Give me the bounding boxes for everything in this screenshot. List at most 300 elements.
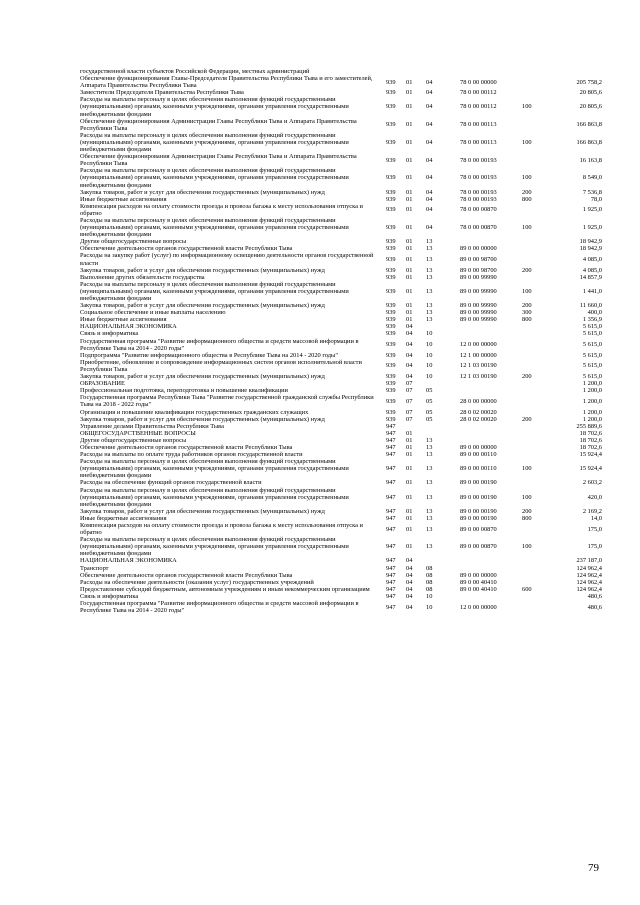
row-description: Транспорт [80, 564, 109, 572]
row-sum: 5 615,0 [582, 341, 602, 349]
row-sum: 1 200,0 [582, 415, 602, 423]
row-sum: 8 549,0 [582, 174, 602, 182]
row-sum: 2 169,2 [582, 507, 602, 515]
row-vr [522, 245, 552, 252]
row-description: Заместители Председателя Правительства Республики Тыва [80, 89, 244, 97]
row-pr: 04 [426, 188, 433, 196]
row-sum: 2 603,2 [582, 479, 602, 487]
table-row [80, 565, 602, 572]
row-csr: 89 0 00 00190 [460, 514, 497, 522]
row-rz: 04 [406, 592, 413, 600]
row-csr: 89 0 00 40410 [460, 578, 497, 586]
row-gr: 939 [386, 309, 396, 317]
row-pr: 13 [426, 507, 433, 515]
row-gr: 939 [386, 121, 396, 129]
row-gr: 947 [386, 451, 396, 459]
row-pr: 13 [426, 245, 433, 253]
table-row [80, 189, 602, 196]
row-sum: 480,6 [587, 603, 602, 611]
row-sum [552, 68, 602, 75]
row-vr: 200 [522, 302, 532, 310]
row-pr: 13 [426, 525, 433, 533]
row-description: Выполнение других обязательств государства [80, 273, 205, 281]
table-row [80, 302, 602, 309]
row-gr: 947 [386, 493, 396, 501]
row-vr [522, 572, 552, 579]
row-csr: 89 0 00 99990 [460, 316, 497, 324]
row-vr [522, 118, 552, 132]
row-rz: 01 [406, 429, 413, 437]
row-gr: 947 [386, 429, 396, 437]
row-vr [522, 338, 552, 352]
row-sum: 15 924,4 [579, 451, 602, 459]
table-row [80, 409, 602, 416]
row-rz: 04 [406, 323, 413, 331]
table-row [80, 508, 602, 515]
row-sum: 18 702,6 [579, 429, 602, 437]
row-csr: 78 0 00 00193 [460, 188, 497, 196]
row-pr: 10 [426, 341, 433, 349]
row-description: ОБРАЗОВАНИЕ [80, 380, 125, 388]
row-rz: 04 [406, 585, 413, 593]
row-pr: 13 [426, 465, 433, 473]
row-rz: 01 [406, 287, 413, 295]
row-gr: 939 [386, 255, 396, 263]
row-description: Подпрограмма "Развитие информационного общества в Республике Тыва на 2014 - 2020 годы" [80, 351, 338, 359]
row-pr: 13 [426, 302, 433, 310]
row-csr [460, 565, 522, 572]
row-sum: 1 200,0 [582, 397, 602, 405]
row-rz: 07 [406, 397, 413, 405]
row-description: Расходы на обеспечение деятельности (оказания услуг) государственных учреждений [80, 578, 314, 586]
row-description: Обеспечение функционирования Администрации Главы Республики Тыва и Аппарата Правительства Республики Тыва [80, 153, 357, 168]
row-csr: 12 0 00 00000 [460, 603, 497, 611]
row-csr: 78 0 00 00000 [460, 78, 497, 86]
row-csr: 78 0 00 00870 [460, 224, 497, 232]
row-description: НАЦИОНАЛЬНАЯ ЭКОНОМИКА [80, 323, 177, 331]
table-row [80, 451, 602, 458]
row-vr [522, 323, 552, 330]
row-vr [522, 557, 552, 564]
row-vr [522, 252, 552, 266]
row-vr: 100 [522, 465, 532, 473]
row-gr: 947 [386, 525, 396, 533]
row-sum: 1 925,0 [582, 224, 602, 232]
row-sum: 124 962,4 [576, 578, 602, 586]
row-gr: 939 [386, 330, 396, 338]
row-rz: 04 [406, 373, 413, 381]
row-rz: 07 [406, 380, 413, 388]
row-gr: 947 [386, 564, 396, 572]
row-rz [406, 68, 426, 75]
row-gr: 947 [386, 571, 396, 579]
row-sum: 11 660,0 [579, 302, 602, 310]
table-row [80, 330, 602, 337]
row-rz: 01 [406, 525, 413, 533]
row-description: Закупка товаров, работ и услуг для обеспечения государственных (муниципальных) нужд [80, 415, 325, 423]
row-sum: 15 924,4 [579, 465, 602, 473]
row-vr: 200 [522, 188, 532, 196]
row-rz: 04 [406, 557, 413, 565]
table-row [80, 245, 602, 252]
row-description: Связь и информатика [80, 592, 139, 600]
row-sum: 175,0 [587, 543, 602, 551]
row-description: Обеспечение функционирования Администрации Главы Республики Тыва и Аппарата Правительства Республики Тыва [80, 117, 357, 132]
row-pr: 13 [426, 266, 433, 274]
row-description: Расходы на выплаты по оплате труда работников органов государственной власти [80, 451, 303, 459]
row-pr: 13 [426, 436, 433, 444]
row-description: Обеспечение деятельности органов государственной власти Республики Тыва [80, 571, 293, 579]
row-rz: 01 [406, 188, 413, 196]
row-pr: 13 [426, 287, 433, 295]
row-csr [460, 330, 522, 337]
table-row [80, 430, 602, 437]
row-rz: 01 [406, 316, 413, 324]
row-rz: 04 [406, 578, 413, 586]
row-csr: 78 0 00 00193 [460, 156, 497, 164]
row-vr [522, 238, 552, 245]
table-row [80, 522, 602, 536]
table-row [80, 267, 602, 274]
row-description: Расходы на выплаты персоналу в целях обеспечения выполнения функций государственными (муниципальными) органами, казенными учреждениями, органами управления государственными внебюджетными фондами [80, 167, 349, 189]
table-row [80, 593, 602, 600]
row-gr [386, 68, 406, 75]
row-csr [460, 593, 522, 600]
row-sum: 18 702,6 [579, 436, 602, 444]
row-gr: 939 [386, 266, 396, 274]
table-row [80, 416, 602, 423]
row-gr: 947 [386, 603, 396, 611]
row-description: Приобретение, обновление и сопровождение информационных систем органов исполнительной власти Республики Тыва [80, 358, 362, 373]
row-gr: 939 [386, 174, 396, 182]
row-description: государственной власти субъектов Российской Федерации, местных администраций [80, 68, 310, 75]
table-row [80, 68, 602, 75]
row-description: Компенсация расходов на оплату стоимости проезда и провоза багажа к месту использования отпуска и обратно [80, 522, 363, 537]
row-pr: 04 [426, 156, 433, 164]
row-gr: 939 [386, 89, 396, 97]
row-sum: 1 200,0 [582, 380, 602, 388]
row-csr: 12 1 03 00190 [460, 362, 497, 370]
row-gr: 947 [386, 436, 396, 444]
row-gr: 939 [386, 323, 396, 331]
row-pr: 13 [426, 543, 433, 551]
row-description: Иные бюджетные ассигнования [80, 195, 167, 203]
row-gr: 939 [386, 316, 396, 324]
table-row [80, 96, 602, 117]
row-csr: 78 0 00 00193 [460, 174, 497, 182]
row-description: Обеспечение деятельности органов государственной власти Республики Тыва [80, 443, 293, 451]
row-vr [522, 359, 552, 373]
row-description: НАЦИОНАЛЬНАЯ ЭКОНОМИКА [80, 557, 177, 565]
row-vr [522, 430, 552, 437]
row-vr [522, 203, 552, 217]
row-pr: 13 [426, 255, 433, 263]
row-vr [522, 330, 552, 337]
row-sum: 7 536,8 [582, 188, 602, 196]
row-gr: 939 [386, 341, 396, 349]
row-vr: 600 [522, 585, 532, 593]
budget-table [80, 68, 602, 614]
row-pr: 08 [426, 585, 433, 593]
row-description: Управление делами Правительства Республики Тыва [80, 422, 224, 430]
row-pr: 10 [426, 592, 433, 600]
row-csr: 28 0 02 00020 [460, 408, 497, 416]
row-csr [460, 387, 522, 394]
row-gr: 939 [386, 156, 396, 164]
table-row [80, 579, 602, 586]
row-vr: 100 [522, 224, 532, 232]
row-vr [522, 380, 552, 387]
row-sum: 14 857,9 [579, 273, 602, 281]
table-row [80, 394, 602, 408]
row-csr [460, 323, 522, 330]
table-row [80, 380, 602, 387]
row-rz: 01 [406, 103, 413, 111]
row-rz: 01 [406, 238, 413, 246]
row-sum: 1 441,0 [582, 287, 602, 295]
row-vr: 100 [522, 103, 532, 111]
row-vr [522, 274, 552, 281]
row-csr [460, 238, 522, 245]
row-gr: 947 [386, 479, 396, 487]
row-gr: 939 [386, 408, 396, 416]
row-rz: 01 [406, 493, 413, 501]
row-vr: 800 [522, 514, 532, 522]
row-vr [522, 75, 552, 89]
row-gr: 947 [386, 578, 396, 586]
row-description: ОБЩЕГОСУДАРСТВЕННЫЕ ВОПРОСЫ [80, 429, 196, 437]
row-sum: 18 702,6 [579, 443, 602, 451]
row-rz: 04 [406, 330, 413, 338]
table-row [80, 387, 602, 394]
row-gr: 939 [386, 287, 396, 295]
row-vr [522, 68, 552, 75]
row-sum: 1 200,0 [582, 408, 602, 416]
table-row [80, 89, 602, 96]
row-rz: 01 [406, 174, 413, 182]
row-gr: 939 [386, 397, 396, 405]
row-rz: 01 [406, 266, 413, 274]
table-row [80, 167, 602, 188]
table-row [80, 316, 602, 323]
row-rz: 01 [406, 543, 413, 551]
table-row [80, 444, 602, 451]
row-vr [522, 352, 552, 359]
row-gr: 947 [386, 443, 396, 451]
row-rz: 01 [406, 309, 413, 317]
row-csr: 89 0 00 00190 [460, 493, 497, 501]
row-csr: 78 0 00 00113 [460, 121, 497, 129]
row-description: Закупка товаров, работ и услуг для обеспечения государственных (муниципальных) нужд [80, 507, 325, 515]
row-vr [522, 579, 552, 586]
row-description: Иные бюджетные ассигнования [80, 316, 167, 324]
table-row [80, 373, 602, 380]
row-sum: 5 615,0 [582, 351, 602, 359]
row-gr: 947 [386, 422, 396, 430]
table-row [80, 338, 602, 352]
row-csr: 89 0 00 00000 [460, 571, 497, 579]
row-vr: 100 [522, 543, 532, 551]
table-row [80, 479, 602, 486]
row-rz: 01 [406, 302, 413, 310]
row-vr: 100 [522, 138, 532, 146]
row-sum: 14,0 [590, 514, 602, 522]
row-pr: 05 [426, 397, 433, 405]
row-gr: 939 [386, 373, 396, 381]
row-vr [522, 89, 552, 96]
row-description: Другие общегосударственные вопросы [80, 238, 187, 246]
row-rz: 01 [406, 206, 413, 214]
row-vr [522, 479, 552, 486]
row-gr: 939 [386, 362, 396, 370]
row-description: Расходы на выплаты персоналу в целях обеспечения выполнения функций государственными (муниципальными) органами, казенными учреждениями, органами управления государственными внебюджетными фондами [80, 536, 349, 558]
row-pr: 04 [426, 195, 433, 203]
row-rz: 04 [406, 603, 413, 611]
row-pr: 04 [426, 174, 433, 182]
row-rz: 01 [406, 273, 413, 281]
row-description: Государственная программа "Развитие информационного общества и средств массовой информации в Республике Тыва на 2014 - 2020 годы" [80, 600, 359, 615]
table-row [80, 536, 602, 557]
row-pr: 13 [426, 514, 433, 522]
row-vr [522, 423, 552, 430]
row-pr: 05 [426, 415, 433, 423]
row-description: Расходы на выплаты персоналу в целях обеспечения выполнения функций государственными (муниципальными) органами, казенными учреждениями, органами управления государственными внебюджетными фондами [80, 131, 349, 154]
row-csr: 89 0 00 00110 [460, 451, 497, 459]
row-pr: 04 [426, 103, 433, 111]
row-rz: 01 [406, 514, 413, 522]
row-rz: 01 [406, 465, 413, 473]
row-pr: 10 [426, 330, 433, 338]
row-csr [460, 380, 522, 387]
row-sum: 5 615,0 [582, 323, 602, 331]
table-row [80, 323, 602, 330]
row-description: Закупка товаров, работ и услуг для обеспечения государственных (муниципальных) нужд [80, 188, 325, 196]
row-rz: 01 [406, 507, 413, 515]
row-pr: 08 [426, 571, 433, 579]
row-description: Государственная программа Республики Тыва "Развитие государственной гражданской службы Республики Тыва на 2018 - 2022 годы" [80, 394, 374, 409]
row-vr: 100 [522, 493, 532, 501]
row-gr: 939 [386, 302, 396, 310]
row-description: Другие общегосударственные вопросы [80, 436, 187, 444]
row-gr: 947 [386, 543, 396, 551]
table-row [80, 75, 602, 89]
row-description: Расходы на выплаты персоналу в целях обеспечения выполнения функций государственными (муниципальными) органами, казенными учреждениями, органами управления государственными внебюджетными фондами [80, 458, 349, 480]
row-gr: 947 [386, 465, 396, 473]
row-gr: 939 [386, 380, 396, 388]
row-description: Расходы на выплаты персоналу в целях обеспечения выполнения функций государственными (муниципальными) органами, казенными учреждениями, органами управления государственными внебюджетными фондами [80, 96, 349, 118]
row-pr: 13 [426, 316, 433, 324]
row-sum: 1 356,9 [582, 316, 602, 324]
row-description: Расходы на выплаты персоналу в целях обеспечения выполнения функций государственными (муниципальными) органами, казенными учреждениями, органами управления государственными внебюджетными фондами [80, 280, 349, 302]
table-row [80, 557, 602, 564]
row-sum: 5 615,0 [582, 362, 602, 370]
row-pr: 13 [426, 443, 433, 451]
row-gr: 939 [386, 415, 396, 423]
row-rz: 04 [406, 564, 413, 572]
row-rz: 01 [406, 121, 413, 129]
row-sum: 124 962,4 [576, 564, 602, 572]
row-vr: 100 [522, 174, 532, 182]
row-sum: 124 962,4 [576, 585, 602, 593]
row-description: Компенсация расходов на оплату стоимости проезда и провоза багажа к месту использования отпуска и обратно [80, 202, 363, 217]
row-description: Организация и повышение квалификации государственных гражданских служащих [80, 408, 309, 416]
row-sum: 420,0 [587, 493, 602, 501]
row-vr [522, 522, 552, 536]
row-vr [522, 437, 552, 444]
row-description: Иные бюджетные ассигнования [80, 514, 167, 522]
table-row [80, 153, 602, 167]
row-csr: 78 0 00 00870 [460, 206, 497, 214]
row-sum: 20 805,6 [579, 89, 602, 97]
row-gr: 947 [386, 592, 396, 600]
row-csr [460, 437, 522, 444]
row-sum: 205 758,2 [576, 78, 602, 86]
row-description: Расходы на обеспечение функций органов государственной власти [80, 479, 262, 487]
row-csr: 89 0 00 00870 [460, 543, 497, 551]
row-sum: 18 942,9 [579, 245, 602, 253]
budget-table-body [80, 68, 602, 614]
row-rz: 01 [406, 255, 413, 263]
row-pr [426, 423, 460, 430]
row-description: Закупка товаров, работ и услуг для обеспечения государственных (муниципальных) нужд [80, 373, 325, 381]
table-row [80, 458, 602, 479]
table-row [80, 572, 602, 579]
row-gr: 939 [386, 238, 396, 246]
row-pr: 04 [426, 138, 433, 146]
table-row [80, 274, 602, 281]
row-pr: 08 [426, 564, 433, 572]
row-rz: 01 [406, 78, 413, 86]
row-description: Государственная программа "Развитие информационного общества и средств массовой информации в Республике Тыва на 2014 - 2020 годы" [80, 337, 359, 352]
row-sum: 400,0 [587, 309, 602, 317]
row-pr: 04 [426, 206, 433, 214]
row-pr: 10 [426, 373, 433, 381]
row-pr: 13 [426, 451, 433, 459]
row-csr: 78 0 00 00113 [460, 138, 497, 146]
row-gr: 939 [386, 78, 396, 86]
row-csr: 78 0 00 00112 [460, 89, 497, 97]
row-pr: 05 [426, 387, 433, 395]
row-description: Обеспечение функционирования Главы-Председателя Правительства Республики Тыва и его заместителей, Аппарата Правительства Республики Тыва [80, 75, 373, 90]
row-gr: 947 [386, 507, 396, 515]
budget-table-page [80, 68, 602, 614]
row-sum: 237 187,0 [576, 557, 602, 565]
row-pr: 13 [426, 479, 433, 487]
row-csr [460, 557, 522, 564]
row-sum: 166 863,8 [576, 121, 602, 129]
row-vr [522, 451, 552, 458]
row-vr: 200 [522, 373, 532, 381]
row-vr [522, 394, 552, 408]
row-csr: 89 0 00 99990 [460, 273, 497, 281]
row-gr: 939 [386, 273, 396, 281]
row-sum: 4 085,0 [582, 266, 602, 274]
row-sum: 5 615,0 [582, 330, 602, 338]
row-csr: 78 0 00 00193 [460, 195, 497, 203]
row-csr: 89 0 00 00000 [460, 443, 497, 451]
row-pr: 13 [426, 238, 433, 246]
row-gr: 939 [386, 351, 396, 359]
row-csr: 89 0 00 00110 [460, 465, 497, 473]
table-row [80, 132, 602, 153]
row-pr: 04 [426, 121, 433, 129]
row-csr: 89 0 00 98700 [460, 266, 497, 274]
row-description: Расходы на закупку работ (услуг) по информационному освещению деятельности органов государственной власти [80, 252, 374, 267]
row-csr: 12 1 00 00000 [460, 351, 497, 359]
row-pr: 10 [426, 362, 433, 370]
table-row [80, 437, 602, 444]
row-gr: 947 [386, 557, 396, 565]
